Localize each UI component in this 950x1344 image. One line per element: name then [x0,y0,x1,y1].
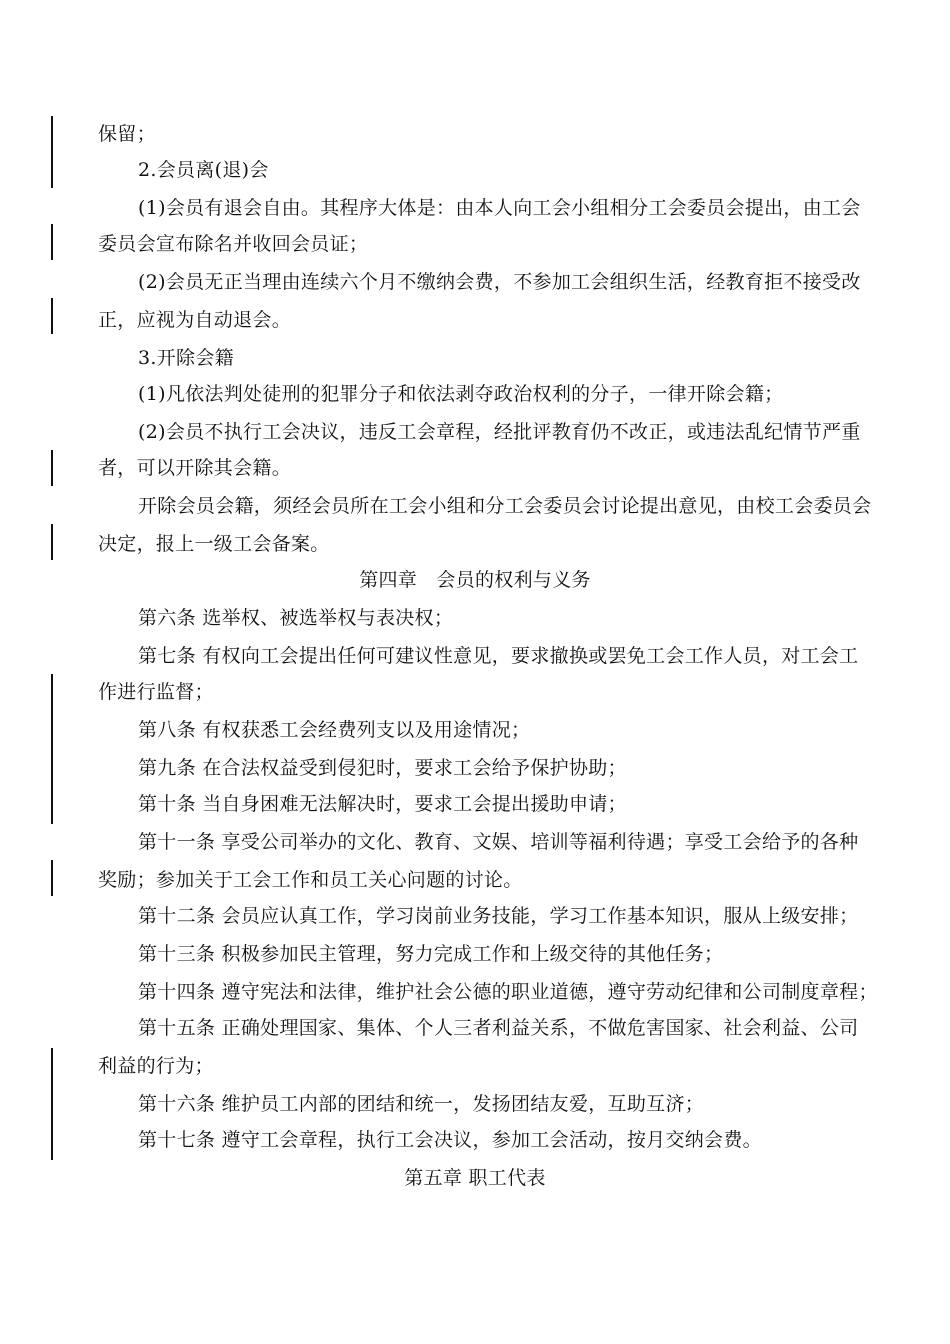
revision-bar [51,1048,53,1160]
article-item: 第十六条 维护员工内部的团结和统一，发扬团结友爱，互助互济； [138,1093,705,1115]
revision-bar [51,450,53,486]
text-line: 保留； [98,123,156,145]
article-item: 第九条 在合法权益受到侵犯时，要求工会给予保护协助； [138,757,627,779]
article-item: 第十三条 积极参加民主管理，努力完成工作和上级交待的其他任务； [138,943,724,965]
text-line: 者，可以开除其会籍。 [98,457,292,479]
text-line: (2)会员无正当理由连续六个月不缴纳会费，不参加工会组织生活，经教育拒不接受改 [138,271,861,293]
article-item: 第十七条 遵守工会章程，执行工会决议，参加工会活动，按月交纳会费。 [138,1129,762,1151]
article-item: 第八条 有权获悉工会经费列支以及用途情况； [138,719,531,741]
text-line: 奖励；参加关于工会工作和员工关心问题的讨论。 [98,869,523,891]
article-item: 第十五条 正确处理国家、集体、个人三者利益关系，不做危害国家、社会利益、公司 [138,1017,859,1039]
revision-bar [51,524,53,560]
text-line: (1)凡依法判处徒刑的犯罪分子和依法剥夺政治权利的分子，一律开除会籍； [138,383,784,405]
section-heading: 2.会员离(退)会 [138,159,269,181]
revision-bar [51,298,53,334]
section-heading: 3.开除会籍 [138,347,234,369]
text-line: 委员会宣布除名并收回会员证； [98,233,369,255]
revision-bar [51,860,53,896]
text-line: 正，应视为自动退会。 [98,309,292,331]
article-item: 第十四条 遵守宪法和法律，维护社会公德的职业道德，遵守劳动纪律和公司制度章程； [138,981,878,1003]
revision-bar [51,224,53,260]
revision-bar [51,116,53,188]
text-line: 作进行监督； [98,681,214,703]
article-item: 第十二条 会员应认真工作，学习岗前业务技能，学习工作基本知识，服从上级安排； [138,905,859,927]
chapter-heading: 第五章 职工代表 [404,1167,546,1189]
article-item: 第十条 当自身困难无法解决时，要求工会提出援助申请； [138,793,627,815]
revision-bar [51,674,53,824]
text-line: 利益的行为； [98,1055,214,1077]
article-item: 第六条 选举权、被选举权与表决权； [138,607,454,629]
chapter-heading: 第四章 会员的权利与义务 [359,569,591,591]
text-line: 开除会员会籍，须经会员所在工会小组和分工会委员会讨论提出意见，由校工会委员会 [138,495,872,517]
text-line: 决定，报上一级工会备案。 [98,533,330,555]
text-line: (1)会员有退会自由。其程序大体是：由本人向工会小组相分工会委员会提出，由工会 [138,197,861,219]
article-item: 第七条 有权向工会提出任何可建议性意见，要求撤换或罢免工会工作人员，对工会工 [138,645,859,667]
text-line: (2)会员不执行工会决议，违反工会章程，经批评教育仍不改正，或违法乱纪情节严重 [138,421,861,443]
article-item: 第十一条 享受公司举办的文化、教育、文娱、培训等福利待遇；享受工会给予的各种 [138,831,859,853]
